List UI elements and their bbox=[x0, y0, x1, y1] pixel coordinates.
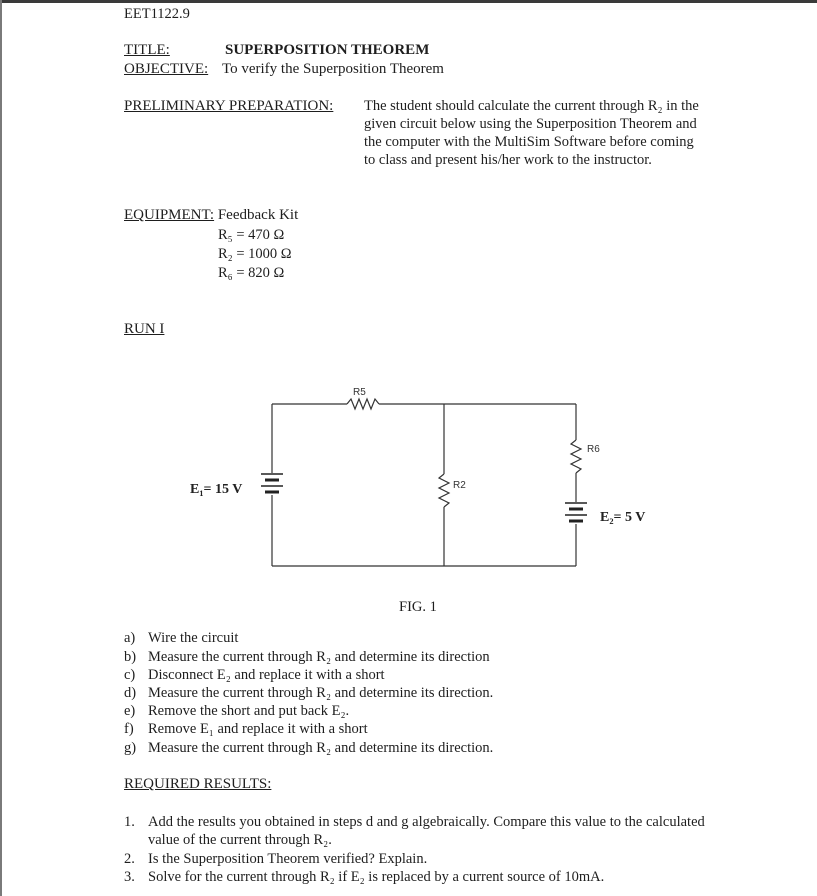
run-label: RUN I bbox=[124, 321, 165, 337]
required-label: REQUIRED RESULTS: bbox=[124, 776, 272, 792]
step-letter: b) bbox=[124, 649, 137, 665]
list-item bbox=[124, 684, 493, 702]
equipment-label: EQUIPMENT: bbox=[124, 207, 215, 223]
required-text: Solve for the current through R₂ if E₂ is replaced by a current source of 10mA. bbox=[148, 869, 605, 885]
step-letter: f) bbox=[124, 721, 134, 737]
preliminary-label: PRELIMINARY PREPARATION: bbox=[124, 98, 334, 114]
required-num: 1. bbox=[124, 814, 135, 830]
figure-caption: FIG. 1 bbox=[399, 599, 437, 615]
resistor-r2 bbox=[439, 474, 449, 507]
equipment-value: Feedback Kit bbox=[217, 207, 299, 223]
step-text: Measure the current through R₂ and determine its direction. bbox=[148, 740, 494, 756]
step-text: Remove E₁ and replace it with a short bbox=[148, 721, 368, 737]
e2-label: E₂= 5 V bbox=[600, 510, 646, 525]
preliminary-text: The student should calculate the current through R₂ in the given circuit below using the Superposition Theorem and the computer with the MultiSim Software before coming to class and present his/her work to the instructor. bbox=[364, 98, 699, 168]
required-num: 2. bbox=[124, 851, 135, 867]
step-text: Remove the short and put back E₂. bbox=[148, 703, 350, 719]
course-code: EET1122.9 bbox=[124, 6, 190, 22]
list-item bbox=[124, 666, 385, 684]
required-num: 3. bbox=[124, 869, 135, 885]
step-text: Measure the current through R₂ and determine its direction bbox=[148, 649, 490, 665]
objective-value: To verify the Superposition Theorem bbox=[222, 61, 444, 77]
e1-label: E₁= 15 V bbox=[190, 482, 243, 497]
list-item bbox=[124, 702, 349, 720]
battery-e2 bbox=[565, 503, 587, 521]
equipment-item-r2: R₂ = 1000 Ω bbox=[218, 246, 292, 262]
list-item bbox=[124, 629, 238, 647]
r5-label: R5 bbox=[353, 387, 366, 398]
title-value: SUPERPOSITION THEOREM bbox=[225, 42, 430, 58]
required-text: Is the Superposition Theorem verified? Explain. bbox=[148, 851, 428, 867]
r6-label: R6 bbox=[587, 444, 600, 455]
step-letter: d) bbox=[124, 685, 137, 701]
step-letter: c) bbox=[124, 667, 136, 683]
step-text: Disconnect E₂ and replace it with a short bbox=[148, 667, 385, 683]
objective-label: OBJECTIVE: bbox=[124, 61, 209, 77]
required-text: Add the results you obtained in steps d and g algebraically. Compare this value to the calculated value of the current through R₂. bbox=[148, 814, 705, 848]
list-item bbox=[124, 739, 493, 757]
r2-label: R2 bbox=[453, 480, 466, 491]
resistor-r5 bbox=[347, 399, 379, 409]
battery-e1 bbox=[261, 474, 283, 492]
equipment-item-r5: R₅ = 470 Ω bbox=[218, 227, 285, 243]
step-text: Measure the current through R₂ and determine its direction. bbox=[148, 685, 494, 701]
list-item bbox=[124, 720, 368, 738]
resistor-r6 bbox=[571, 440, 581, 473]
title-label: TITLE: bbox=[124, 42, 170, 58]
step-letter: g) bbox=[124, 740, 137, 756]
step-letter: e) bbox=[124, 703, 136, 719]
step-letter: a) bbox=[124, 630, 136, 646]
step-text: Wire the circuit bbox=[148, 630, 239, 646]
equipment-item-r6: R₆ = 820 Ω bbox=[218, 265, 285, 281]
list-item bbox=[124, 648, 490, 666]
